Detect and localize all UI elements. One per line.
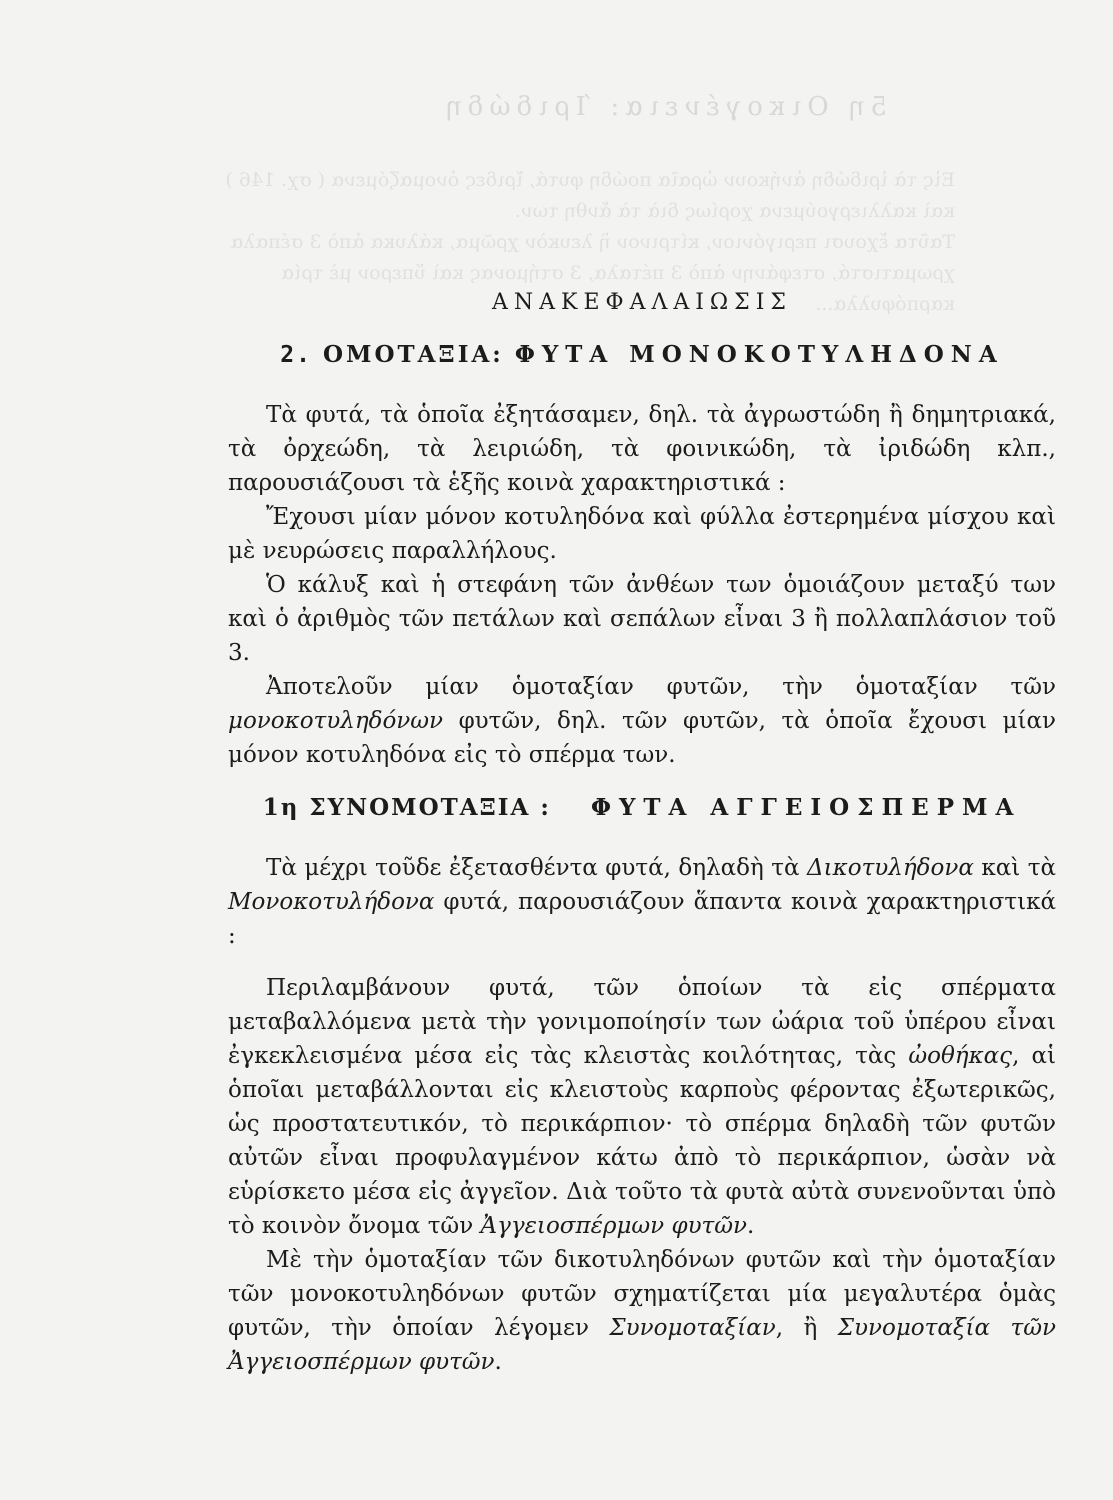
sub-p2-emphasis-2: Ἀγγειοσπέρμων φυτῶν [480,1213,748,1239]
order-paragraph-1: Τὰ φυτά, τὰ ὁποῖα ἐξητάσαμεν, δηλ. τὰ ἀγρωστώδη ἢ δημητριακά, τὰ ὀρχεώδη, τὰ λειριώδη, τὰ φοινικώδη, τὰ ἰριδώδη κλπ., παρουσιάζουσι τὰ ἑξῆς κοινὰ χαρακτηριστικά : [228,402,1056,496]
suborder-paragraph-2 [228,971,1056,1243]
sub-p1-text-a: Τὰ μέχρι τοῦδε ἐξετασθέντα φυτά, δηλαδὴ τὰ [266,855,808,881]
sub-p1-text-c: φυτά, παρουσιάζουν ἅπαντα κοινὰ χαρακτηριστικά : [228,889,1056,949]
suborder-paragraph-1 [228,851,1056,953]
sub-p2-text-a: Περιλαμβάνουν φυτά, τῶν ὁποίων τὰ εἰς σπέρματα μεταβαλλόμενα μετὰ τὴν γονιμοποίησίν των ὠάρια τοῦ ὑπέρου εἶναι ἐγκεκλεισμένα μέσα εἰς τὰς κλειστὰς κοιλότητας, τὰς [228,975,1056,1069]
page-content [228,290,1056,1379]
order-paragraph-4 [228,670,1056,772]
sub-p1-emphasis-1: Δικοτυλήδονα [807,855,974,881]
order-title: ΦΥΤΑ ΜΟΝΟΚΟΤΥΛΗΔΟΝΑ [514,341,1004,368]
sub-p2-text-b: , αἱ ὁποῖαι μεταβάλλονται εἰς κλειστοὺς καρποὺς φέροντας ἐξωτερικῶς, ὡς προστατευτικόν, τὸ περικάρπιον· τὸ σπέρμα δηλαδὴ τῶν φυτῶν αὐτῶν εἶναι προφυλαγμένον κάτω ἀπὸ τὸ περικάρπιον, ὡσὰν νὰ εὑρίσκετο μέσα εἰς ἀγγεῖον. Διὰ τοῦτο τὰ φυτὰ αὐτὰ συνενοῦνται ὑπὸ τὸ κοινὸν ὄνομα τῶν [228,1043,1057,1239]
bleed-through-title: 5η Οικογένεια: Ίριδώδη [440,92,888,122]
order-p4-text-b: φυτῶν, δηλ. τῶν φυτῶν, τὰ ὁποῖα ἔχουσι μίαν μόνον κοτυληδόνα εἰς τὸ σπέρμα των. [228,708,1056,768]
bleed-through-text: Εἰς τὰ ἰριδώδη ἀνήκουν ὡραῖα ποώδη φυτά, ἴριδες ὀνομαζόμενα ( σχ. 146 ) καὶ καλλιεργούμενα χορίως διὰ τὰ ἄνθη των. Ταῦτα ἔχουσι περιγόνιον, κίτρινον ἢ λευκὸν χρῶμα, κάλυκα ἀπὸ 3 σέπαλα χρωματιστά, στεφάνην ἀπὸ 3 πέταλα, 3 στήμονας καὶ ὕπερον μὲ τρία καρπόφυλλα... [225,169,955,315]
summary-heading: ΑΝΑΚΕΦΑΛΑΙΩΣΙΣ [492,290,792,315]
order-number: 2. [280,342,312,368]
sub-p3-emphasis-2: Συνομοταξία τῶν Ἀγγειοσπέρμων φυτῶν [228,1315,1056,1375]
sub-p3-text-a: Μὲ τὴν ὁμοταξίαν τῶν δικοτυληδόνων φυτῶν καὶ τὴν ὁμοταξίαν τῶν μονοκοτυληδόνων φυτῶν σχηματίζεται μία μεγαλυτέρα ὁμὰς φυτῶν, τὴν ὁποίαν λέγομεν [228,1247,1056,1341]
order-paragraph-3: Ὁ κάλυξ καὶ ἡ στεφάνη τῶν ἀνθέων των ὁμοιάζουν μεταξύ των καὶ ὁ ἀριθμὸς τῶν πετάλων καὶ σεπάλων εἶναι 3 ἢ πολλαπλάσιον τοῦ 3. [228,572,1056,666]
sub-p2-emphasis-1: ὠοθήκας [908,1043,1013,1069]
suborder-title: ΦΥΤΑ ΑΓΓΕΙΟΣΠΕΡΜΑ [590,794,1022,821]
order-label: ΟΜΟΤΑΞΙΑ: [323,341,504,368]
order-heading [228,341,1056,368]
sub-p3-emphasis-1: Συνομοταξίαν [609,1315,776,1341]
order-paragraph-2: Ἔχουσι μίαν μόνον κοτυληδόνα καὶ φύλλα ἐστερημένα μίσχου καὶ μὲ νευρώσεις παραλλήλους. [228,504,1056,564]
suborder-heading [228,794,1056,821]
sub-p3-text-c: . [494,1349,502,1375]
sub-p2-text-c: . [747,1213,755,1239]
sub-p3-text-b: , ἢ [775,1315,838,1341]
suborder-label: 1η ΣΥΝΟΜΟΤΑΞΙΑ : [262,794,551,821]
sub-p1-text-b: καὶ τὰ [973,855,1056,881]
order-p4-text-a: Ἀποτελοῦν μίαν ὁμοταξίαν φυτῶν, τὴν ὁμοταξίαν τῶν [266,674,1056,700]
suborder-paragraph-3 [228,1243,1056,1379]
order-p4-emphasis: μονοκοτυληδόνων [228,708,444,734]
sub-p1-emphasis-2: Μονοκοτυλήδονα [228,889,435,915]
